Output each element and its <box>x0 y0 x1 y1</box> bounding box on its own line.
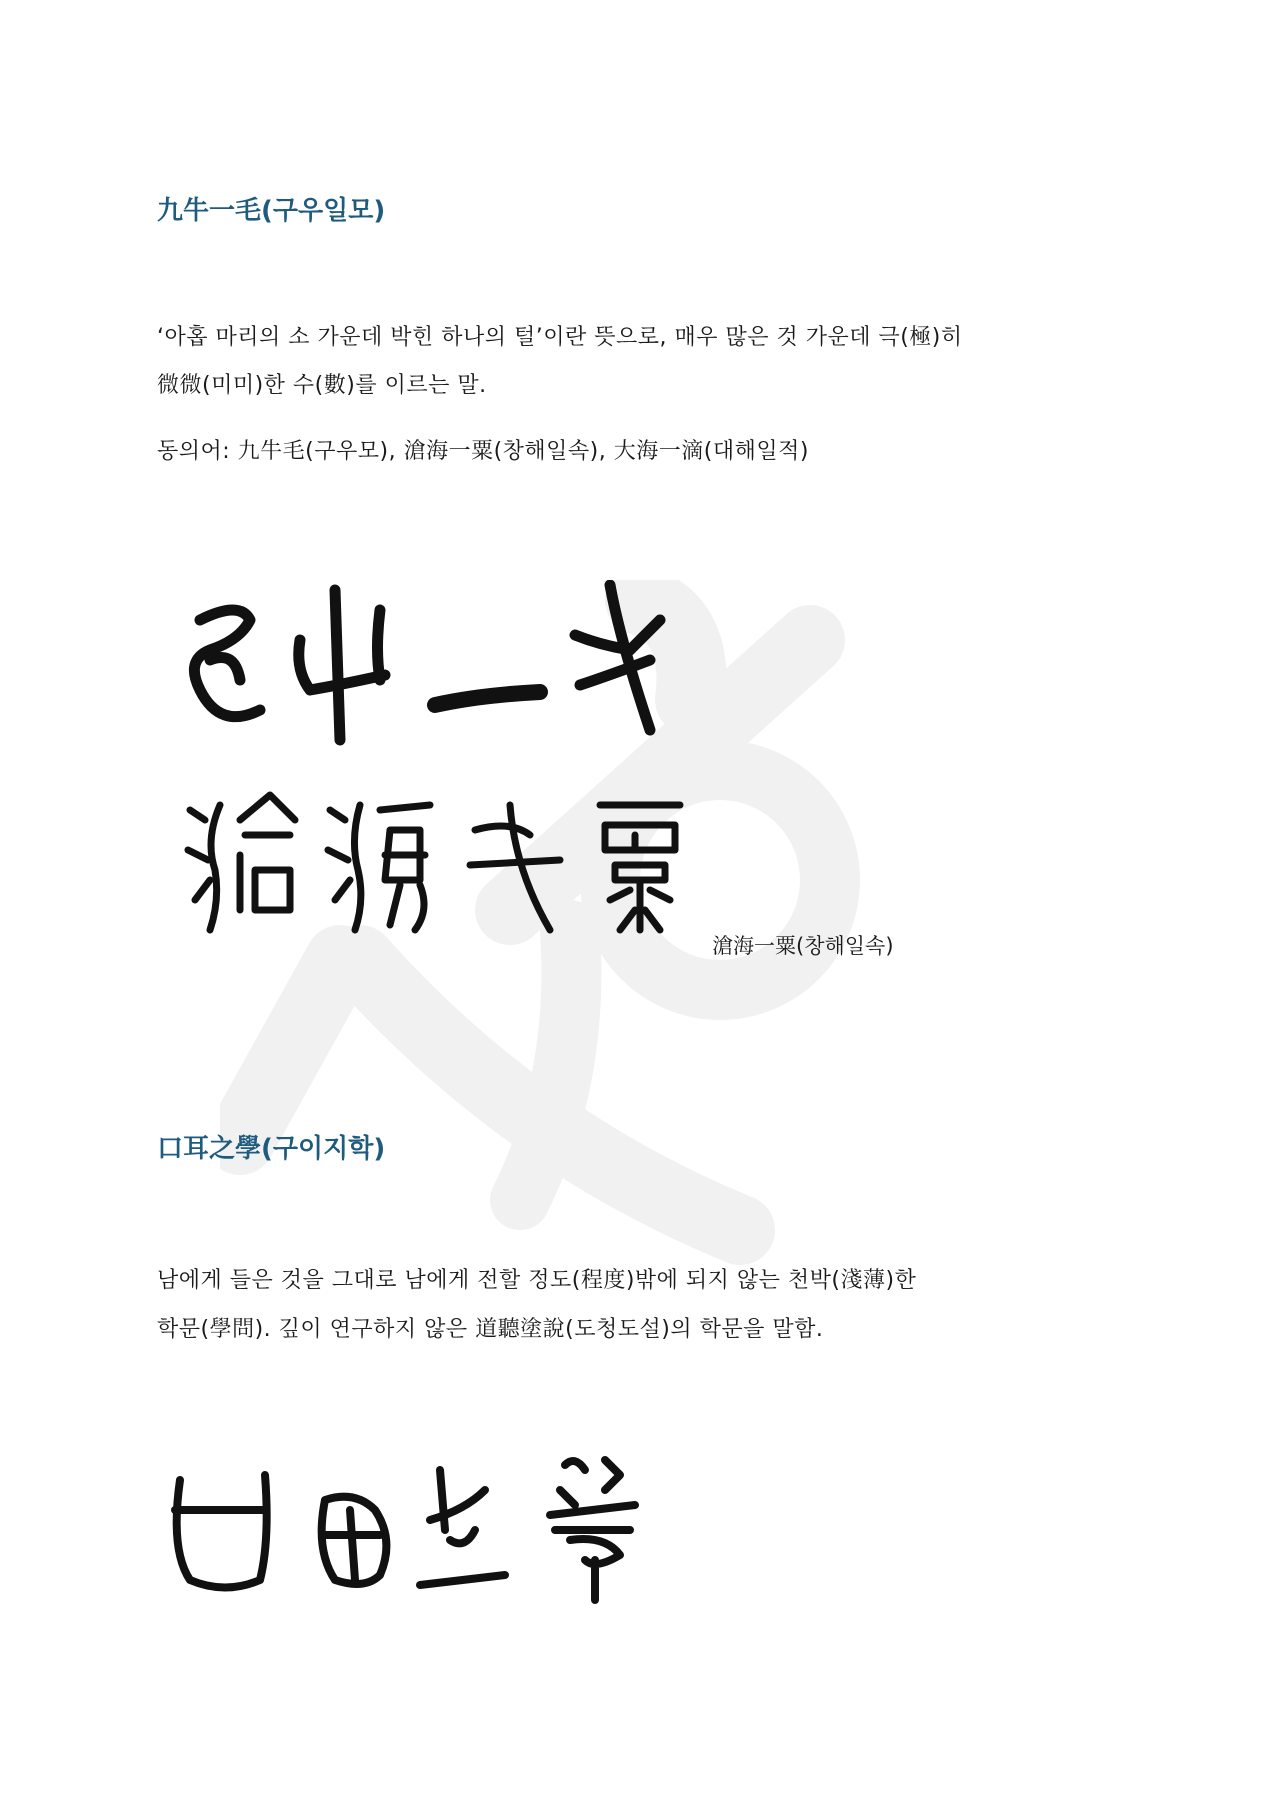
figure-caption: 滄海一粟(창해일속) <box>712 934 894 958</box>
oracle-script-gu-u-il-mo <box>180 580 680 750</box>
oracle-script-gu-i-ji-hak <box>165 1450 655 1610</box>
section1-synonyms: 동의어: 九牛毛(구우모), 滄海一粟(창해일속), 大海一滴(대해일적) <box>157 439 809 464</box>
section2-heading: 口耳之學(구이지학) <box>157 1134 386 1164</box>
section2-body-line1: 남에게 들은 것을 그대로 남에게 전할 정도(程度)밖에 되지 않는 천박(淺薄)한 <box>157 1268 917 1293</box>
section1-body-line1: ‘아홉 마리의 소 가운데 박힌 하나의 털’이란 뜻으로, 매우 많은 것 가운데 극(極)히 <box>157 325 963 350</box>
section1-heading: 九牛一毛(구우일모) <box>157 196 386 226</box>
section2-body-line2: 학문(學問). 깊이 연구하지 않은 道聽塗說(도청도설)의 학문을 말함. <box>157 1317 824 1342</box>
seal-script-chang-hae-il-sok <box>180 790 690 940</box>
section1-body-line2: 微微(미미)한 수(數)를 이르는 말. <box>157 373 487 398</box>
